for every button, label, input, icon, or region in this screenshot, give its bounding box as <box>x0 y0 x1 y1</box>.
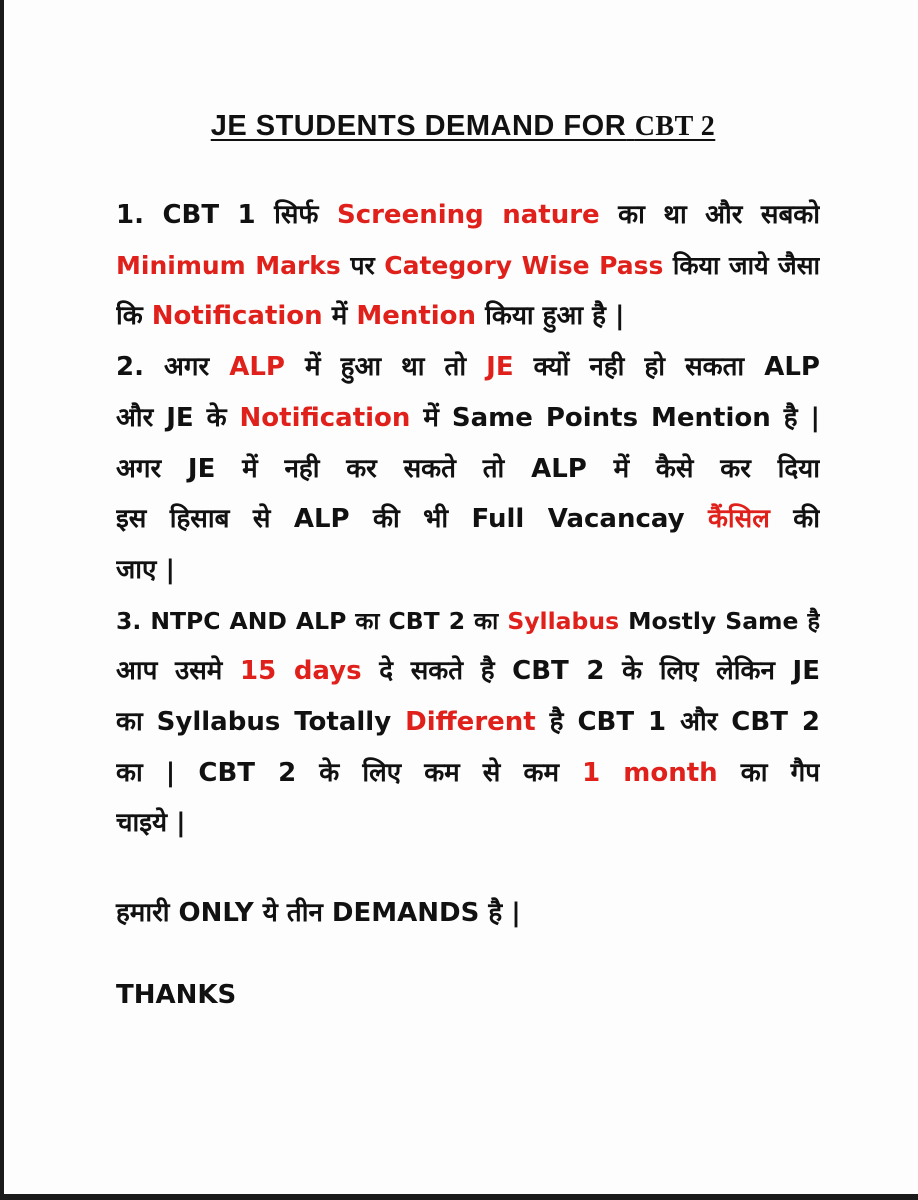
text-run: आप उसमे <box>116 656 240 687</box>
text-run: Mostly Same है <box>619 606 820 635</box>
title-part-1: JE STUDENTS DEMAND FOR <box>210 110 627 142</box>
text-run: अगर JE में नही कर सकते तो ALP में कैसे कर दिया <box>116 453 820 484</box>
text-run: का Syllabus Totally <box>116 707 406 738</box>
text-run: 3. NTPC AND ALP का CBT 2 का <box>116 606 508 635</box>
highlight-run: Syllabus <box>507 606 620 635</box>
text-run: कि <box>116 301 152 332</box>
text-run: में हुआ था तो <box>284 352 487 383</box>
document-title <box>4 110 918 143</box>
point-3-line-2 <box>116 646 820 697</box>
point-2-line-5 <box>116 545 820 596</box>
text-run: में <box>322 301 357 332</box>
highlight-run: Screening nature <box>336 200 600 230</box>
point-3-line-3 <box>116 697 820 748</box>
text-run: में Same Points Mention है | <box>410 402 820 433</box>
point-3-line-4 <box>116 748 820 799</box>
point-3-line-1 <box>116 596 820 647</box>
text-run: का था और सबको <box>599 200 820 230</box>
text-run: इस हिसाब से ALP की भी Full Vacancay <box>116 504 708 535</box>
thanks-text: THANKS <box>116 980 237 1010</box>
text-run: का | CBT 2 के लिए कम से कम <box>116 757 583 788</box>
point-3-line-5 <box>116 798 820 849</box>
highlight-run: Notification <box>239 402 411 433</box>
point-1-line-1 <box>116 190 820 241</box>
demands-body <box>116 190 820 849</box>
text-run: किया हुआ है | <box>476 301 625 332</box>
text-run: की <box>769 504 820 535</box>
text-run: और JE के <box>116 402 240 433</box>
text-run: चाइये | <box>116 808 186 839</box>
highlight-run: Minimum Marks <box>116 250 341 280</box>
text-run: जाए | <box>116 554 175 585</box>
point-2-line-3 <box>116 444 820 495</box>
point-2-line-1 <box>116 342 820 393</box>
title-part-2: CBT 2 <box>634 111 716 142</box>
point-1-line-3 <box>116 291 820 342</box>
text-run: दे सकते है CBT 2 के लिए लेकिन JE <box>361 656 820 687</box>
demands-summary: हमारी ONLY ये तीन DEMANDS है | <box>116 898 521 928</box>
point-1-line-2 <box>116 241 820 292</box>
highlight-run: ALP <box>229 352 285 383</box>
point-2-line-4 <box>116 494 820 545</box>
highlight-run: कैंसिल <box>707 504 770 535</box>
text-run: 1. CBT 1 सिर्फ <box>116 200 337 230</box>
text-run: पर <box>340 250 385 280</box>
highlight-run: Different <box>405 707 536 738</box>
text-run: क्यों नही हो सकता ALP <box>513 352 820 383</box>
highlight-run: JE <box>486 352 514 383</box>
highlight-run: Category Wise Pass <box>384 250 664 280</box>
highlight-run: 15 days <box>240 656 362 687</box>
text-run: 2. अगर <box>116 352 230 383</box>
text-run: किया जाये जैसा <box>663 250 820 280</box>
highlight-run: Mention <box>356 301 477 332</box>
text-run: का गैप <box>717 757 820 788</box>
text-run: है CBT 1 और CBT 2 <box>535 707 820 738</box>
highlight-run: Notification <box>151 301 323 332</box>
highlight-run: 1 month <box>582 757 718 788</box>
point-2-line-2 <box>116 393 820 444</box>
